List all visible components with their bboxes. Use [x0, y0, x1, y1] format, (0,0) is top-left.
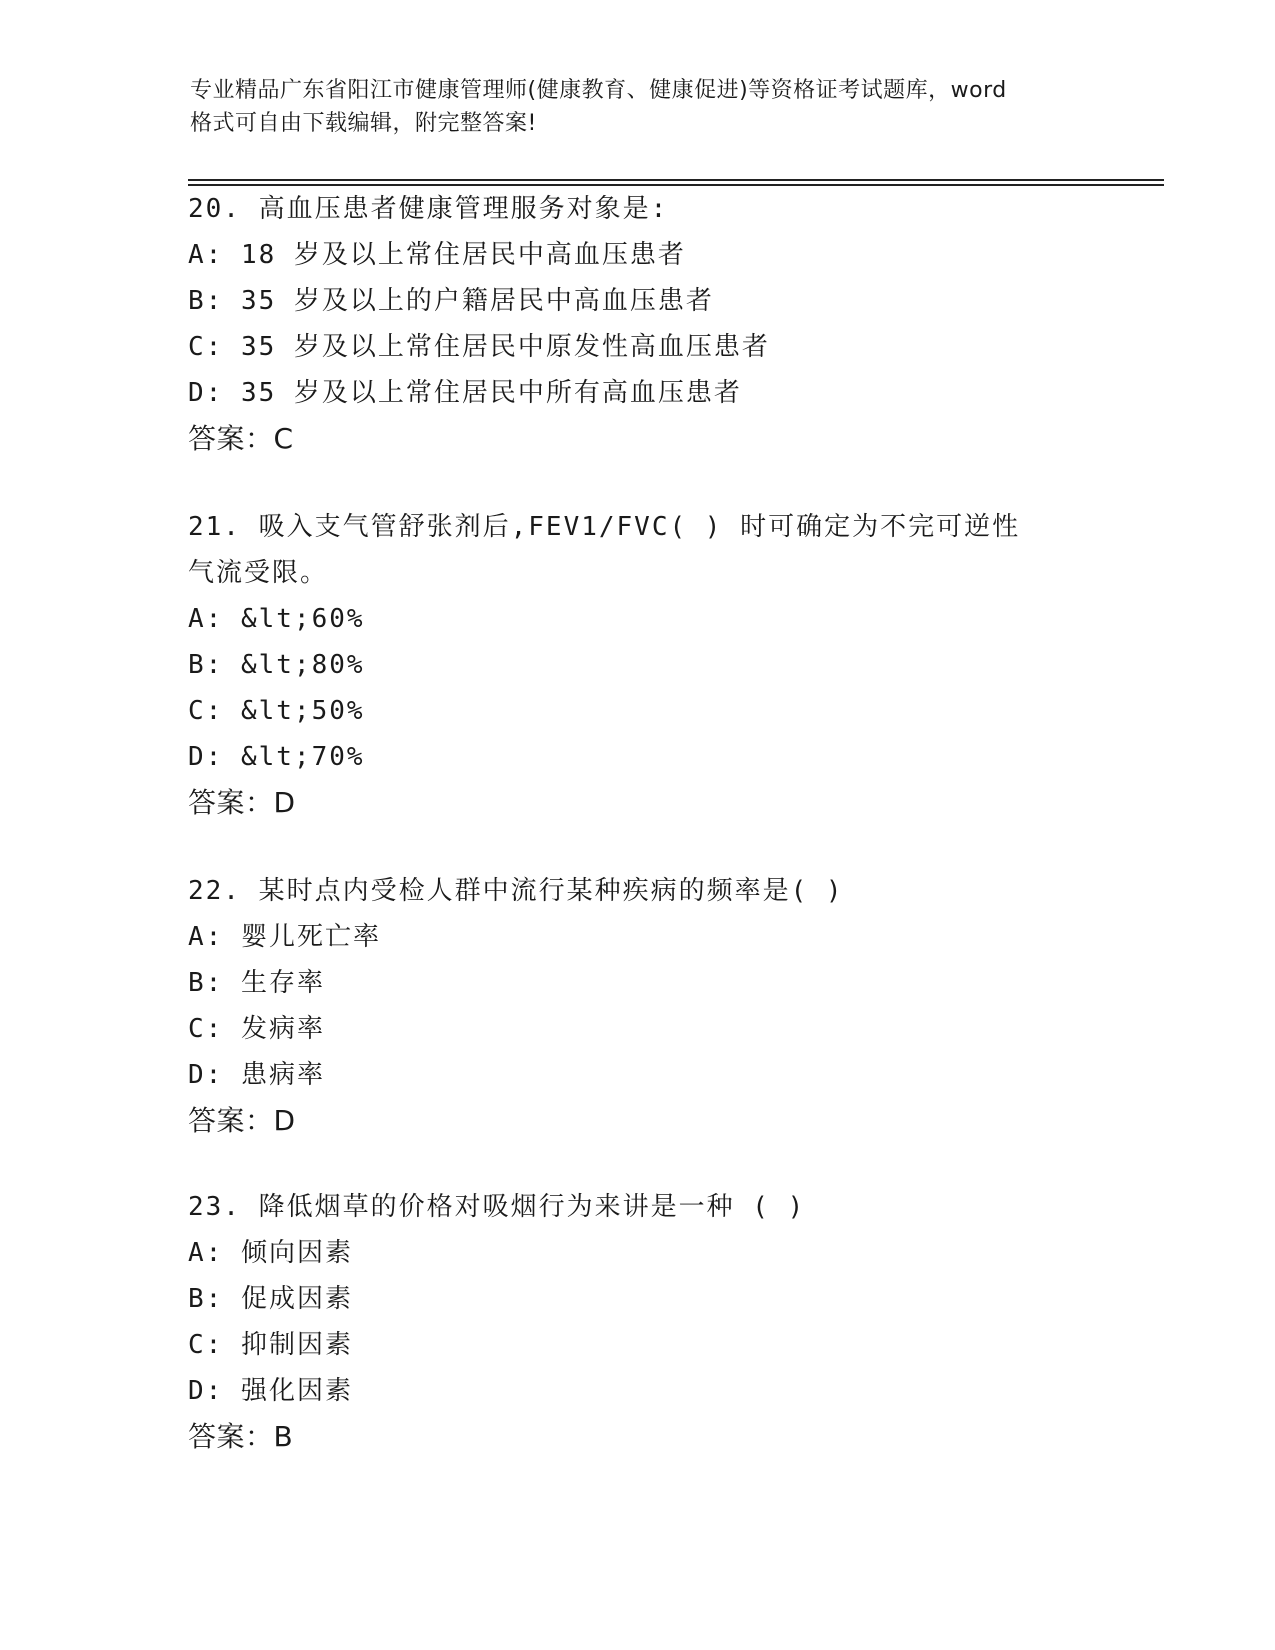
document-header: [190, 74, 1090, 140]
question-23: [188, 1184, 1088, 1460]
question-22: [188, 868, 1088, 1144]
question-stem: 20. 高血压患者健康管理服务对象是:: [188, 194, 669, 224]
option-a: A: &lt;60%: [188, 604, 365, 634]
question-20: [188, 186, 1088, 462]
header-line-1: 专业精品广东省阳江市健康管理师(健康教育、健康促进)等资格证考试题库，word: [190, 78, 1007, 103]
option-a: A: 婴儿死亡率: [188, 922, 381, 952]
option-d: D: 35 岁及以上常住居民中所有高血压患者: [188, 378, 742, 408]
option-d: D: 强化因素: [188, 1376, 353, 1406]
option-b: B: 35 岁及以上的户籍居民中高血压患者: [188, 286, 714, 316]
question-stem: 23. 降低烟草的价格对吸烟行为来讲是一种 ( ): [188, 1192, 806, 1222]
answer: 答案：C: [188, 422, 294, 455]
question-stem-continued: 气流受限。: [188, 558, 329, 588]
answer: 答案：D: [188, 1104, 296, 1137]
option-a: A: 18 岁及以上常住居民中高血压患者: [188, 240, 686, 270]
answer: 答案：D: [188, 786, 296, 819]
option-b: B: 生存率: [188, 968, 325, 998]
option-b: B: &lt;80%: [188, 650, 365, 680]
option-b: B: 促成因素: [188, 1284, 353, 1314]
option-c: C: &lt;50%: [188, 696, 365, 726]
option-d: D: &lt;70%: [188, 742, 365, 772]
option-c: C: 35 岁及以上常住居民中原发性高血压患者: [188, 332, 770, 362]
header-divider-top: [188, 179, 1164, 181]
question-21: [188, 504, 1088, 826]
answer: 答案：B: [188, 1420, 294, 1453]
question-stem: 21. 吸入支气管舒张剂后,FEV1/FVC( ) 时可确定为不完可逆性: [188, 512, 1021, 542]
option-d: D: 患病率: [188, 1060, 325, 1090]
option-a: A: 倾向因素: [188, 1238, 353, 1268]
option-c: C: 发病率: [188, 1014, 325, 1044]
question-stem: 22. 某时点内受检人群中流行某种疾病的频率是( ): [188, 876, 844, 906]
option-c: C: 抑制因素: [188, 1330, 353, 1360]
header-line-2: 格式可自由下载编辑，附完整答案!: [190, 111, 537, 136]
